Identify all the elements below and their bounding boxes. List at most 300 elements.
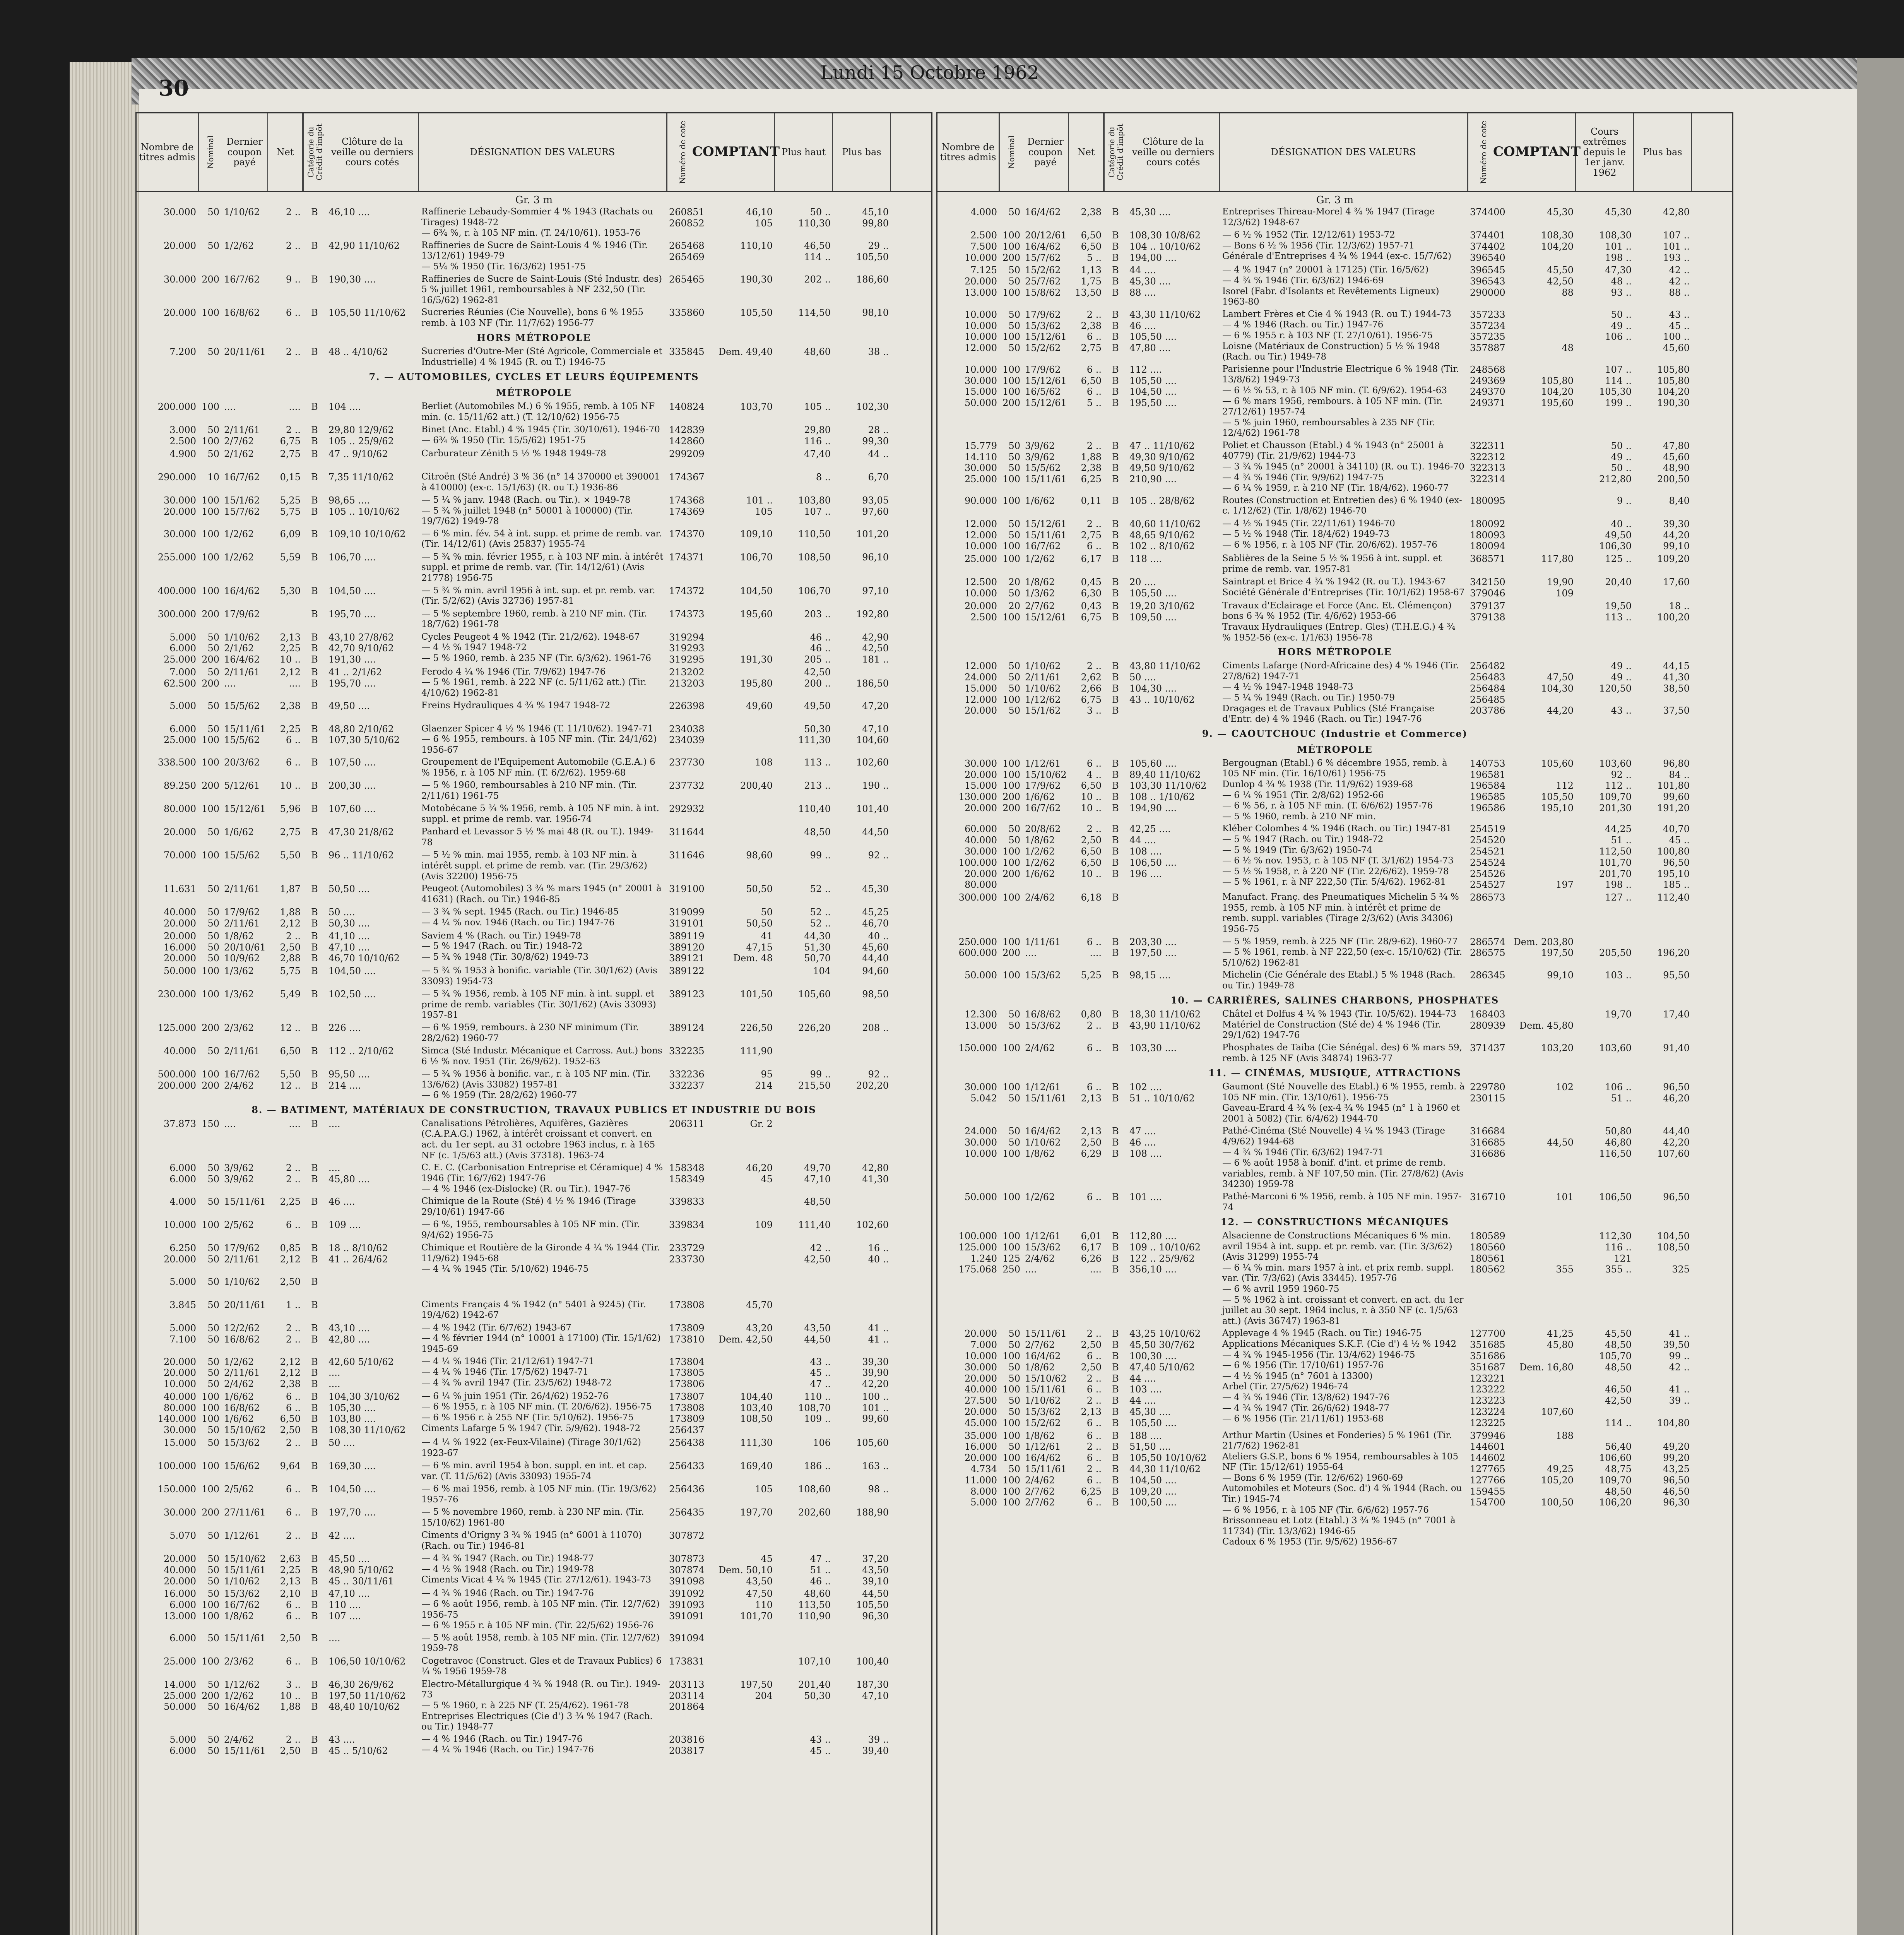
cell-nom: 20 100 bbox=[1002, 600, 1020, 623]
table-row bbox=[137, 448, 931, 471]
cell-titres: 30.000 bbox=[164, 528, 196, 539]
cell-bas bbox=[833, 1632, 891, 1655]
cell-comptant: 109,10 bbox=[740, 528, 773, 539]
book-binding bbox=[70, 62, 139, 1935]
cell-cote: 237730 bbox=[669, 757, 705, 768]
cell-cat: B bbox=[311, 471, 318, 483]
cell-des: — 5 ¼ % janv. 1948 (Rach. ou Tir.). × 1949-78 — 5 ¾ % juillet 1948 (n° 50001 à 100000) (Tir. 19/7/62) 1949-78 bbox=[421, 495, 633, 527]
cell-net: 2 .. 2,50 6 .. 2,50 2 .. 6 .. 2 .. 2,13 6 .. bbox=[1081, 1328, 1102, 1428]
cell-des: — 5 ¾ % min. février 1955, r. à 103 NF min. à intérêt suppl. et prime de remb. var. (Tir. 14/12/61) (Avis 21778) 1956-75 bbox=[421, 551, 664, 583]
table-row bbox=[137, 1587, 931, 1632]
cell-clot: 48 .. 4/10/62 bbox=[328, 346, 388, 358]
cell-cote: 357233 357234 357235 357887 bbox=[1470, 309, 1505, 354]
cell-nom: 50 50 bbox=[207, 1163, 219, 1185]
table-row bbox=[137, 1022, 931, 1045]
header-numero: Numéro de cote bbox=[1468, 113, 1499, 191]
cell-titres: 3.845 bbox=[169, 1299, 196, 1310]
cell-des: — 4 ¼ % 1946 (Tir. 21/12/61) 1947-71 — 4 ¼ % 1946 (Tir. 17/5/62) 1947-71 — 4 ¾ % avril 1947 (Tir. 23/5/62) 1948-72 bbox=[421, 1356, 612, 1388]
cell-cat: B B B B B B B B B bbox=[1112, 1328, 1119, 1428]
table-row bbox=[137, 424, 931, 448]
cell-des: Arthur Martin (Usines et Fonderies) 5 % 1961 (Tir. 21/7/62) 1962-81 Ateliers G.S.P., bons 6 % 1954, remboursables à 105 NF (Tir. 15/12/61) 1955-64 — Bons 6 % 1959 (Tir. 12/6/62) 1960-69 Automobiles et Moteurs (Soc. d') 4 % 1944 (Rach. ou Tir.) 1945-74 — 6 % 1956, r. à 105 NF (Tir. 6/6/62) 1957-76 Brissonneau et Lotz (Etabl.) 3 ¾ % 1945 (n° 7001 à 11734) (Tir. 13/3/62) 1946-65 Cadoux 6 % 1953 (Tir. 9/5/62) 1956-67 bbox=[1222, 1430, 1462, 1547]
cell-clot: 47 .. 9/10/62 bbox=[328, 448, 388, 459]
cell-cote: 226398 bbox=[669, 700, 705, 711]
cell-net: 6,09 bbox=[280, 528, 301, 539]
table-row bbox=[137, 1437, 931, 1460]
cell-comptant: 106,70 bbox=[740, 551, 773, 563]
cell-nom: 100 bbox=[1002, 1192, 1020, 1202]
header-titres: Nombre de titres admis bbox=[137, 113, 198, 191]
cell-haut: 202,60 bbox=[798, 1507, 831, 1518]
cell-titres: 80.000 bbox=[164, 803, 196, 815]
cell-clot: 41 .. 2/1/62 195,70 .... bbox=[328, 666, 382, 689]
cell-clot: 200,30 .... bbox=[328, 780, 376, 791]
cell-titres: 5.000 6.000 bbox=[169, 1734, 196, 1756]
cell-des: — 3 ¾ % sept. 1945 (Rach. ou Tir.) 1946-85 — 4 ¼ % nov. 1946 (Rach. ou Tir.) 1947-76 bbox=[421, 907, 619, 928]
cell-date: 1/12/61 15/10/62 17/9/62 1/6/62 16/7/62 bbox=[1025, 758, 1067, 813]
cell-cat: B bbox=[311, 1276, 318, 1287]
cell-clot: 47,30 21/8/62 bbox=[328, 827, 394, 838]
cell-bas: 18 .. 100,20 bbox=[1657, 600, 1690, 623]
cell-date: 15/11/61 bbox=[224, 1632, 266, 1644]
cell-net: 6,18 bbox=[1081, 892, 1102, 903]
cell-date: 1/2/62 bbox=[1025, 553, 1055, 565]
table-row bbox=[137, 1299, 931, 1322]
cell-nom: 50 bbox=[207, 346, 219, 358]
cell-cote: 180092 180093 180094 bbox=[1470, 518, 1505, 552]
cell-net: 6 .. 6,50 6 .. 5 .. bbox=[1081, 364, 1102, 409]
cell-net: 5,50 12 .. bbox=[280, 1069, 301, 1091]
table-row bbox=[137, 700, 931, 723]
cell-date: 15/2/62 25/7/62 15/8/62 bbox=[1025, 265, 1061, 298]
cell-clot: 188 .... 51,50 .... 105,50 10/10/62 44,30 11/10/62 104,50 .... 109,20 .... 100,50 .... bbox=[1129, 1430, 1207, 1508]
cell-clot: 42,60 5/10/62 .... .... bbox=[328, 1356, 394, 1390]
cell-cote: 339833 bbox=[669, 1196, 705, 1207]
cell-clot: 40,60 11/10/62 48,65 9/10/62 102 .. 8/10/62 bbox=[1129, 518, 1201, 552]
cell-cat: B bbox=[311, 700, 318, 711]
cell-haut: 52 .. bbox=[810, 884, 831, 895]
cell-titres: 6.000 6.000 bbox=[169, 1163, 196, 1185]
cell-des: Phosphates de Taiba (Cie Sénégal. des) 6 % mars 59, remb. à 125 NF (Avis 34874) 1963-77 bbox=[1222, 1043, 1462, 1063]
cell-bas: 190 .. bbox=[862, 780, 889, 791]
cell-des: Applevage 4 % 1945 (Rach. ou Tir.) 1946-75 Applications Mécaniques S.K.F. (Cie d') 4 ½ % 1942 — 4 ¾ % 1945-1956 (Tir. 13/4/62) 1946-75 — 6 % 1956 (Tir. 17/10/61) 1957-76 — 4 ½ % 1945 (n° 7601 à 13300) Arbel (Tir. 27/5/62) 1946-74 — 4 ¾ % 1946 (Tir. 13/8/62) 1947-76 — 4 ¾ % 1947 (Tir. 26/6/62) 1948-77 — 6 % 1956 (Tir. 21/11/61) 1953-68 bbox=[1222, 1328, 1457, 1424]
table-row bbox=[137, 1242, 931, 1276]
cell-date: 1/2/62 bbox=[224, 240, 254, 251]
cell-bas: 104,50 108,50 325 bbox=[1657, 1231, 1690, 1275]
cell-haut: 110,40 bbox=[798, 803, 831, 815]
cell-cat: B bbox=[311, 1437, 318, 1449]
cell-nom: 50 50 100 100 200 bbox=[1002, 824, 1020, 879]
cell-nom: 50 bbox=[207, 1530, 219, 1541]
cell-cote: 127700 351685 351686 351687 123221 123222 123223 123224 123225 bbox=[1470, 1328, 1505, 1428]
cell-des: Sablières de la Seine 5 ½ % 1956 à int. suppl. et prime de remb. var. 1957-81 bbox=[1222, 553, 1442, 574]
cell-date: 20/12/61 16/4/62 15/7/62 bbox=[1025, 230, 1067, 263]
cell-des: Routes (Construction et Entretien des) 6 % 1940 (ex-c. 1/12/62) (Tir. 1/8/62) 1946-70 bbox=[1222, 495, 1462, 516]
cell-clot: 112 .. 2/10/62 bbox=[328, 1046, 394, 1057]
cell-haut bbox=[775, 1529, 833, 1553]
cell-net: 5,59 bbox=[280, 551, 301, 563]
cell-cote: 229780 230115 bbox=[1470, 1082, 1505, 1104]
cell-cat: B bbox=[311, 1484, 318, 1495]
header-plus-haut: Plus haut bbox=[775, 113, 833, 191]
cell-cote: 174370 bbox=[669, 528, 705, 539]
cell-net: 1,87 bbox=[280, 884, 301, 895]
cell-des: Gaumont (Sté Nouvelle des Etabl.) 6 % 1955, remb. à 105 NF min. (Tir. 13/10/61). 1956-75 Gaveau-Erard 4 ¾ % (ex-4 ¾ % 1945 (n° 1 à 1960 et 2001 à 5082) (Tir. 6/4/62) 1944-70 bbox=[1222, 1082, 1465, 1124]
cell-cote: 316684 316685 316686 bbox=[1470, 1126, 1505, 1159]
cell-cote: 142839 142860 bbox=[669, 425, 705, 447]
cell-cote: 233729 233730 bbox=[669, 1242, 705, 1265]
cell-cat: B bbox=[311, 307, 318, 319]
cell-comptant: 105,50 bbox=[740, 307, 773, 319]
cell-bas: 208 .. bbox=[862, 1022, 889, 1033]
cell-clot: 107,50 .... bbox=[328, 757, 376, 768]
cell-clot: 104 .... bbox=[328, 401, 361, 413]
cell-net: 2 .. bbox=[286, 346, 301, 358]
cell-clot: 19,20 3/10/62 109,50 .... bbox=[1129, 600, 1195, 623]
cell-des: Ciments Lafarge (Nord-Africaine des) 4 % 1946 (Tir. 27/8/62) 1947-71 — 4 ½ % 1947-1948 1948-73 — 5 ¼ % 1949 (Rach. ou Tir.) 1950-79 Dragages et de Travaux Publics (Sté Française d'Entr. de) 4 % 1946 (Rach. ou Tir.) 1947-76 bbox=[1222, 661, 1459, 724]
cell-comptant: 19,90 109 bbox=[1547, 577, 1574, 599]
cell-comptant: 101 bbox=[1556, 1192, 1574, 1202]
table-row bbox=[937, 823, 1732, 891]
cell-haut: 108,60 bbox=[798, 1484, 831, 1495]
cell-clot: 195,70 .... bbox=[328, 608, 376, 620]
cell-titres: 12.000 12.000 10.000 bbox=[965, 518, 997, 552]
cell-des: Berliet (Automobiles M.) 6 % 1955, remb. à 105 NF min. (c. 15/11/62 att.) (T. 12/10/62) 1956-75 bbox=[421, 401, 655, 422]
cell-titres: 12.000 24.000 15.000 12.000 20.000 bbox=[965, 661, 997, 716]
cell-net: 2,50 bbox=[280, 1276, 301, 1287]
cell-cat: B B bbox=[311, 1069, 318, 1091]
table-row bbox=[137, 471, 931, 494]
cell-date: 1/10/62 2/11/61 1/10/62 1/12/62 15/1/62 bbox=[1025, 661, 1061, 716]
cell-cote: 173804 173805 173806 bbox=[669, 1356, 705, 1390]
cell-date: 15/12/61 15/11/61 16/7/62 bbox=[1025, 518, 1067, 552]
cell-cat: B bbox=[311, 207, 318, 217]
cell-cote: 173807 173808 173809 256437 bbox=[669, 1391, 705, 1436]
cell-date: 2/4/62 15/11/61 bbox=[224, 1734, 266, 1756]
cell-des: Ciments Français 4 % 1942 (n° 5401 à 9245) (Tir. 19/4/62) 1942-67 bbox=[421, 1299, 646, 1320]
cell-titres: 250.000 600.000 bbox=[958, 936, 997, 959]
table-row bbox=[137, 965, 931, 988]
cell-cat: B B bbox=[311, 1242, 318, 1265]
cell-clot: 49,50 .... bbox=[328, 700, 370, 711]
cell-des: Glaenzer Spicer 4 ½ % 1946 (T. 11/10/62). 1947-71 — 6 % 1955, rembours. à 105 NF min. (Tir. 24/1/62) 1956-67 bbox=[421, 723, 657, 755]
cell-clot bbox=[1127, 891, 1220, 935]
cell-des: Citroën (Sté André) 3 % 36 (n° 14 370000 et 390001 à 410000) (ex-c. 15/1/63) (R. ou T.) 1936-86 bbox=[421, 471, 660, 493]
cell-net: 6 .. bbox=[286, 1484, 301, 1495]
cell-cat: B B bbox=[1112, 936, 1119, 959]
cell-clot: 50,50 .... bbox=[328, 884, 370, 895]
cell-haut: 48,50 bbox=[804, 827, 831, 838]
cell-des: Motobécane 5 ¾ % 1956, remb. à 105 NF min. à int. suppl. et prime de remb. var. 1956-74 bbox=[421, 803, 659, 825]
cell-date: 1/3/62 bbox=[224, 966, 254, 977]
cell-titres: 50.000 bbox=[965, 970, 997, 981]
cell-comptant: 197 bbox=[1556, 879, 1574, 890]
cell-bas: 8,40 bbox=[1669, 495, 1690, 506]
left-column bbox=[135, 112, 932, 1935]
table-row bbox=[137, 723, 931, 757]
cell-haut: 49 .. 49 .. 120,50 43 .. bbox=[1599, 661, 1632, 716]
cell-bas: 45,10 99,80 bbox=[862, 207, 889, 229]
table-row bbox=[137, 346, 931, 369]
cell-haut: 99 .. bbox=[810, 850, 831, 861]
cell-bas: 100 .. 101 .. 99,60 bbox=[862, 1391, 889, 1425]
cell-net: 2,25 bbox=[280, 1196, 301, 1207]
cell-bas: 47,80 45,60 48,90 200,50 bbox=[1657, 440, 1690, 485]
cell-haut: 103,80 107 .. bbox=[798, 495, 831, 517]
cell-clot: .... bbox=[328, 1118, 340, 1129]
table-row bbox=[137, 307, 931, 330]
cell-comptant: 46,20 45 bbox=[746, 1163, 773, 1185]
cell-des: Parisienne pour l'Industrie Electrique 6 % 1948 (Tir. 13/8/62) 1949-73 — 6 ½ % 53, r. à 105 NF min. (T. 6/9/62). 1954-63 — 6 % mars 1956, rembours. à 105 NF min. (Tir. 27/12/61) 1957-74 — 5 % juin 1960, remboursables à 235 NF (Tir. 12/4/62) 1961-78 bbox=[1222, 364, 1459, 438]
cell-haut: 48,50 bbox=[804, 1196, 831, 1207]
table-row bbox=[137, 826, 931, 849]
table-row bbox=[937, 440, 1732, 495]
cell-date: 15/3/62 16/7/62 1/8/62 bbox=[224, 1588, 260, 1622]
cell-nom: 100 bbox=[202, 528, 219, 539]
cell-haut: 107,10 bbox=[798, 1656, 831, 1667]
table-row bbox=[137, 1390, 931, 1437]
cell-haut: 110,50 bbox=[798, 528, 831, 539]
cell-titres: 7.125 20.000 13.000 bbox=[965, 265, 997, 298]
cell-net: 0,85 2,12 bbox=[280, 1242, 301, 1265]
table-row bbox=[937, 206, 1732, 229]
cell-cote: 158348 158349 bbox=[669, 1163, 705, 1185]
cell-bas: 186,50 bbox=[856, 678, 889, 689]
cell-haut: 47,40 bbox=[804, 448, 831, 459]
cell-titres: 20.000 bbox=[164, 827, 196, 838]
cell-comptant bbox=[698, 803, 775, 826]
cell-haut: 42,50 200 .. bbox=[804, 666, 831, 689]
cell-comptant bbox=[698, 826, 775, 849]
cell-nom: 50 200 50 bbox=[202, 1679, 219, 1712]
cell-net: 2 .. 2,62 2,66 6,75 3 .. bbox=[1081, 661, 1102, 716]
cell-des: — 4 % 1946 (Rach. ou Tir.) 1947-76 — 4 ¼ % 1946 (Rach. ou Tir.) 1947-76 bbox=[421, 1734, 594, 1755]
cell-titres: 50.000 bbox=[164, 966, 196, 977]
cell-nom: 50 bbox=[207, 448, 219, 459]
cell-des: Panhard et Levassor 5 ½ % mai 48 (R. ou T.). 1949-78 bbox=[421, 827, 653, 848]
cell-haut: 48,60 113,50 110,90 bbox=[798, 1588, 831, 1622]
cell-comptant: Dem. 45,80 bbox=[1519, 1020, 1574, 1031]
cell-cat: B B B bbox=[1112, 518, 1119, 552]
cell-clot: .... 45,80 .... bbox=[328, 1163, 370, 1185]
cell-haut: 111,40 bbox=[798, 1219, 831, 1230]
cell-comptant: 103,70 bbox=[740, 401, 773, 413]
cell-date: 1/10/62 bbox=[224, 207, 260, 217]
cell-net: 2 .. 2,75 6 .. bbox=[1081, 518, 1102, 552]
cell-titres: 255.000 bbox=[157, 551, 196, 563]
cell-clot: 112 .... 105,50 .... 104,50 .... 195,50 .... bbox=[1129, 364, 1177, 409]
cell-comptant bbox=[1499, 440, 1576, 495]
cell-comptant: 200,40 bbox=[740, 780, 773, 791]
cell-cat: B bbox=[311, 1196, 318, 1207]
header-dernier-coupon: Dernier coupon payé bbox=[1023, 113, 1069, 191]
table-row bbox=[137, 1483, 931, 1506]
cell-haut: 44,25 51 .. 112,50 101,70 201,70 198 .. bbox=[1599, 824, 1632, 890]
cell-comptant bbox=[698, 471, 775, 494]
cell-cat: B bbox=[311, 1632, 318, 1644]
cell-cote: 174371 bbox=[669, 551, 705, 563]
cell-cat: B B B bbox=[311, 1356, 318, 1390]
cell-cat: B B B B bbox=[1112, 1231, 1119, 1275]
table-row bbox=[137, 240, 931, 273]
cell-cote: 256436 bbox=[669, 1484, 705, 1495]
cell-bas: 107 .. 101 .. 193 .. bbox=[1663, 230, 1690, 263]
cell-cote: 332235 bbox=[669, 1046, 705, 1057]
cell-titres: 6.250 20.000 bbox=[164, 1242, 196, 1265]
cell-titres: 7.000 62.500 bbox=[164, 666, 196, 689]
cell-comptant: 45,50 42,50 88 bbox=[1547, 265, 1574, 298]
cell-nom: 50 50 50 100 50 bbox=[1002, 661, 1020, 716]
cell-comptant: 117,80 bbox=[1541, 553, 1574, 565]
cell-titres: 125.000 bbox=[157, 1022, 196, 1033]
table-row bbox=[137, 906, 931, 930]
cell-comptant bbox=[698, 1242, 775, 1276]
cell-haut: 50,80 46,80 116,50 bbox=[1599, 1126, 1632, 1159]
cell-cote: 203113 203114 201864 bbox=[669, 1679, 705, 1712]
cell-cat: B bbox=[1112, 553, 1119, 565]
table-row bbox=[137, 666, 931, 700]
cell-haut: 106 .. 51 .. bbox=[1605, 1082, 1632, 1104]
cell-nom: 100 100 bbox=[202, 495, 219, 517]
cell-cote: 237732 bbox=[669, 780, 705, 791]
cell-net: 2 .. 2,50 2,88 bbox=[280, 930, 301, 964]
cell-titres: 10.000 30.000 15.000 50.000 bbox=[965, 364, 997, 409]
cell-cote: 391092 391093 391091 bbox=[669, 1588, 705, 1622]
cell-cote: 206311 bbox=[669, 1118, 705, 1129]
cell-net: 1,88 2,12 bbox=[280, 907, 301, 929]
cell-cat: B bbox=[311, 1022, 318, 1033]
cell-bas bbox=[833, 1276, 891, 1299]
cell-bas: 17,40 bbox=[1663, 1009, 1690, 1020]
cell-bas: 102,30 bbox=[856, 401, 889, 413]
cell-des: Chimique de la Route (Sté) 4 ½ % 1946 (Tirage 29/10/61) 1947-66 bbox=[421, 1196, 636, 1217]
cell-titres: 25.000 bbox=[965, 553, 997, 565]
cell-bas: 40 .. 45,60 44,40 bbox=[862, 930, 889, 964]
cell-net: 2 .. 2,50 bbox=[280, 1734, 301, 1756]
cell-cote: 174372 bbox=[669, 585, 705, 596]
cell-cote: 173809 173810 bbox=[669, 1322, 705, 1345]
cell-cote: 391094 bbox=[669, 1632, 705, 1644]
cell-clot: 50 .... 50,30 .... bbox=[328, 907, 370, 929]
cell-haut: 19,70 bbox=[1605, 1009, 1632, 1020]
cell-nom: 100 bbox=[202, 401, 219, 413]
cell-cat: B bbox=[311, 803, 318, 815]
cell-titres: 4.900 bbox=[169, 448, 196, 459]
cell-des: Cycles Peugeot 4 % 1942 (Tir. 21/2/62). 1948-67 — 4 ½ % 1947 1948-72 — 5 % 1960, remb. à 235 NF (Tir. 6/3/62). 1961-76 bbox=[421, 632, 651, 663]
cell-haut: 105 .. bbox=[804, 401, 831, 413]
table-header bbox=[137, 113, 931, 192]
header-comptant: COMPTANT bbox=[1499, 113, 1576, 191]
cell-haut: 106,70 bbox=[798, 585, 831, 596]
cell-comptant bbox=[698, 723, 775, 757]
cell-net: 6 .. .... bbox=[1086, 936, 1102, 959]
cell-net: 6 .. bbox=[286, 1219, 301, 1230]
cell-titres: 10.000 10.000 10.000 12.000 bbox=[965, 309, 997, 354]
cell-cat: B B B B bbox=[1112, 440, 1119, 485]
cell-cat: B bbox=[311, 1299, 318, 1310]
cell-date: 2/3/62 bbox=[224, 1656, 254, 1667]
cell-comptant: 103,20 bbox=[1541, 1043, 1574, 1054]
cell-titres: 20.000 7.000 10.000 30.000 20.000 40.000 27.500 20.000 45.000 bbox=[965, 1328, 997, 1428]
cell-net: 2 .. bbox=[286, 207, 301, 217]
cell-cat: B B B B bbox=[1112, 364, 1119, 409]
cell-comptant bbox=[698, 1655, 775, 1678]
cell-clot: 18 .. 8/10/62 41 .. 26/4/62 bbox=[328, 1242, 388, 1265]
cell-des: — 5 % 1960, remboursables à 210 NF min. (Tir. 2/11/61) 1961-75 bbox=[421, 780, 637, 801]
cell-net: 2,25 6 .. bbox=[280, 723, 301, 746]
cell-bas bbox=[833, 1195, 891, 1219]
cell-titres: 5.000 bbox=[169, 700, 196, 711]
cell-nom: 200 bbox=[202, 1507, 219, 1518]
cell-net: 6,50 bbox=[280, 1046, 301, 1057]
cell-net: 0,80 2 .. bbox=[1081, 1009, 1102, 1031]
cell-titres: 70.000 bbox=[164, 850, 196, 861]
cell-haut: 108,50 bbox=[798, 551, 831, 563]
cell-net: 10 .. bbox=[280, 780, 301, 791]
cell-titres: 7.200 bbox=[169, 346, 196, 358]
cell-titres: 16.000 6.000 13.000 bbox=[164, 1588, 196, 1622]
cell-nom: 50 50 50 bbox=[207, 1356, 219, 1390]
cell-des: — 5 % septembre 1960, remb. à 210 NF min. (Tir. 18/7/62) 1961-78 bbox=[421, 608, 647, 630]
cell-cote: 389124 bbox=[669, 1022, 705, 1033]
adjacent-page-edge bbox=[1857, 58, 1904, 1935]
cell-cat: B B B B bbox=[1112, 309, 1119, 354]
cell-nom: 200 bbox=[202, 608, 219, 620]
cell-net: 5,96 bbox=[280, 803, 301, 815]
cell-bas: 39,30 39,90 42,20 bbox=[862, 1356, 889, 1390]
cell-comptant bbox=[698, 1529, 775, 1553]
table-row bbox=[937, 1042, 1732, 1065]
cell-cat: B bbox=[311, 989, 318, 1000]
cell-des: — 4 ¾ % 1946 (Rach. ou Tir.) 1947-76 — 6 % août 1956, remb. à 105 NF min. (Tir. 12/7/62) 1956-75 — 6 % 1955 r. à 105 NF min. (Tir. 22/5/62) 1956-76 bbox=[421, 1588, 660, 1631]
table-row bbox=[937, 495, 1732, 518]
cell-cote: 174373 bbox=[669, 608, 705, 620]
table-row bbox=[137, 1162, 931, 1195]
cell-cat: B bbox=[1112, 1192, 1119, 1202]
cell-cat: B bbox=[311, 1656, 318, 1667]
cell-net: 5,50 bbox=[280, 850, 301, 861]
cell-date: .... bbox=[224, 401, 236, 413]
cell-net: 6,01 6,17 6,26 .... bbox=[1081, 1231, 1102, 1275]
cell-bas: 100,40 bbox=[856, 1656, 889, 1667]
cell-net: 6,17 bbox=[1081, 553, 1102, 565]
table-row bbox=[937, 363, 1732, 440]
header-designation: DÉSIGNATION DES VALEURS bbox=[1220, 113, 1468, 191]
cell-titres: 20.000 20.000 10.000 bbox=[164, 1356, 196, 1390]
cell-net: 2,75 bbox=[280, 827, 301, 838]
cell-comptant: 99,10 bbox=[1547, 970, 1574, 981]
cell-bas: 41 .. 41 .. bbox=[868, 1322, 889, 1345]
cell-cat: B B B B B B B bbox=[1112, 1430, 1119, 1508]
cell-cote: 311646 bbox=[669, 850, 705, 861]
cell-cat: B B bbox=[311, 1163, 318, 1185]
cell-clot: 43,10 .... 42,80 .... bbox=[328, 1322, 370, 1345]
cell-clot: 45,50 .... 48,90 5/10/62 45 .. 30/11/61 bbox=[328, 1553, 394, 1587]
cell-des: C. E. C. (Carbonisation Entreprise et Céramique) 4 % 1946 (Tir. 16/7/62) 1947-76 — 4 % 1946 (ex-Dislocke) (R. ou Tir.). 1947-76 bbox=[421, 1163, 663, 1194]
cell-cat: B bbox=[311, 346, 318, 358]
cell-cote: 319100 bbox=[669, 884, 705, 895]
cell-titres: 100.000 125.000 1.240 175.068 bbox=[958, 1231, 997, 1275]
cell-nom: 50 bbox=[207, 827, 219, 838]
cell-comptant: 50 50,50 bbox=[746, 907, 773, 929]
cell-des: Simca (Sté Industr. Mécanique et Carross. Aut.) bons 6 ½ % nov. 1951 (Tir. 26/9/62). 1952-63 bbox=[421, 1046, 662, 1067]
table-row bbox=[137, 1219, 931, 1242]
cell-date: 17/9/62 15/3/62 15/12/61 15/2/62 bbox=[1025, 309, 1067, 354]
cell-bas: 40,70 45 .. 100,80 96,50 195,10 185 .. bbox=[1657, 824, 1690, 890]
cell-titres: 400.000 bbox=[157, 585, 196, 596]
cell-date: 15/5/62 bbox=[224, 850, 260, 861]
cell-date: 2/11/61 2/7/62 bbox=[224, 425, 260, 447]
cell-comptant: 111,30 bbox=[740, 1437, 773, 1449]
